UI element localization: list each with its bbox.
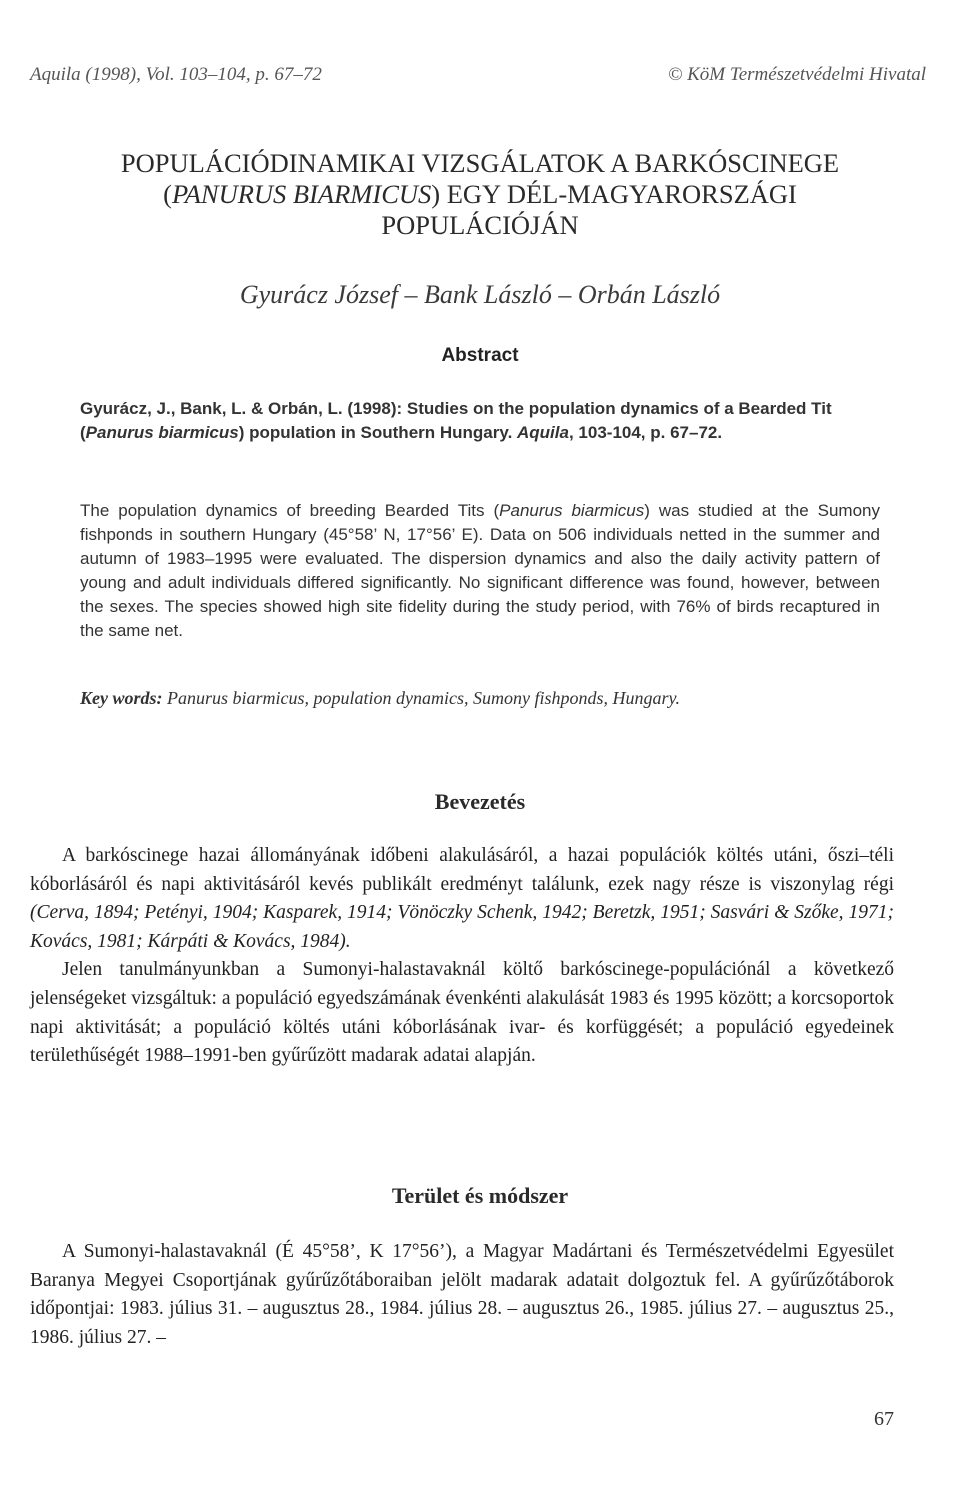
methods-body [30,1238,894,1352]
methods-paragraph-1: A Sumonyi-halastavaknál (É 45°58’, K 17°56’), a Magyar Madártani és Természetvédelmi Egyesület Baranya Megyei Csoportjának gyűrűzőtáboraiban jelölt madarak adatait dolgoztuk fel. A gyűrűzőtáborok időpontjai: 1983. július 31. – augusztus 28., 1984. július 28. – augusztus 26., 1985. július 27. – augusztus 25., 1986. július 27. – [30,1241,894,1348]
publisher-header: © KöM Természetvédelmi Hivatal [667,64,926,85]
title-paren-open: ( [163,179,172,209]
title-species: PANURUS BIARMICUS [171,179,432,209]
intro-body [30,842,894,1071]
title-line-1: POPULÁCIÓDINAMIKAI VIZSGÁLATOK A BARKÓSCINEGE [120,148,840,178]
citation-species: Panurus biarmicus [85,423,239,442]
journal-citation-header: Aquila (1998), Vol. 103–104, p. 67–72 [30,64,322,85]
intro-paragraph-2: Jelen tanulmányunkban a Sumonyi-halastavaknál költő barkóscinege-populációnál a következő jelenségeket vizsgáltuk: a populáció egyedszámának évenkénti alakulását 1983 és 1995 között; a korcsoportok napi aktivitását; a populáció költés utáni kóborlásának ivar- és korfüggését; a populáció egyedeinek területhűségét 1988–1991-ben gyűrűzött madarak adatai alapján. [30,959,894,1067]
keywords-label: Key words: [80,688,163,708]
title-line-3: POPULÁCIÓJÁN [381,210,579,240]
intro-paragraph-1 [30,842,894,956]
keywords-text: Panurus biarmicus, population dynamics, Sumony fishponds, Hungary. [162,688,680,708]
section-heading-methods: Terület és módszer [391,1183,569,1208]
abstract-species: Panurus biarmicus [499,501,645,520]
running-header [30,64,926,94]
abstract-text [80,499,880,643]
abstract-text-part: The population dynamics of breeding Bearded Tits ( [80,501,500,520]
title-line-2 [30,179,930,210]
citation-part: , 103-104, p. 67–72. [568,423,723,442]
article-title [30,148,930,241]
keywords [80,686,880,710]
section-heading-intro: Bevezetés [434,789,526,814]
abstract-text-part: ) was studied at the Sumony fishponds in southern Hungary (45°58’ N, 17°56’ E). Data on 506 individuals netted in the summer and autumn of 1983–1995 were evaluated. The dispersion dynamics and also the daily activity pattern of young and adult individuals differed significantly. No significant difference was found, however, between the sexes. The species showed high site fidelity during the study period, with 76% of birds recaptured in the same net. [80,501,880,640]
intro-p1-text: A barkóscinege hazai állományának időbeni alakulásáról, a hazai populációk költés utáni, őszi–téli kóborlásáról és napi aktivitásáról kevés publikált eredményt találunk, ezek nagy része is viszonylag régi [30,845,894,895]
authors: Gyurácz József – Bank László – Orbán László [239,280,721,309]
abstract-citation [80,397,880,445]
abstract-heading: Abstract [441,345,519,366]
citation-part: Gyurácz, J., Bank, L. & Orbán, L. (1998): Studies on the population dynamics of a Bearded Tit ( [80,399,832,442]
page-number: 67 [874,1408,894,1430]
citation-journal: Aquila [517,423,569,442]
citation-part: ) population in Southern Hungary. [238,423,518,442]
title-line-2-rest: ) EGY DÉL-MAGYARORSZÁGI [431,179,797,209]
intro-p1-references: (Cerva, 1894; Petényi, 1904; Kasparek, 1914; Vönöczky Schenk, 1942; Beretzk, 1951; Sasvári & Szőke, 1971; Kovács, 1981; Kárpáti & Kovács, 1984). [30,902,894,952]
